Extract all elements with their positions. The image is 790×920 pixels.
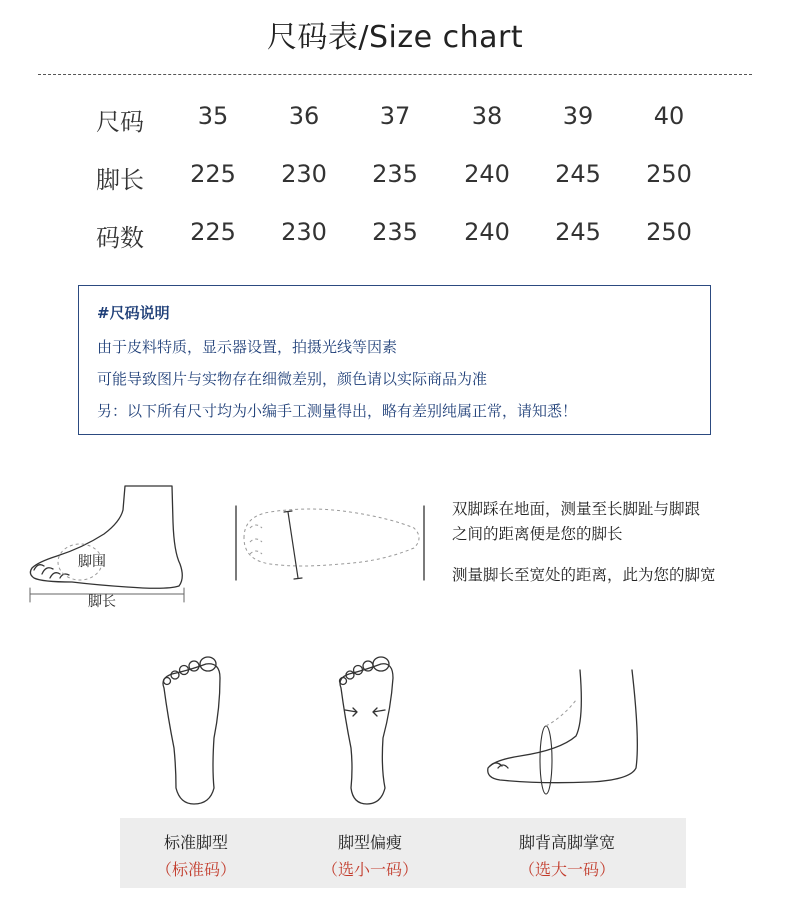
- size-cell: 39: [562, 102, 594, 130]
- measure-instruction: 之间的距离便是您的脚长: [452, 525, 623, 543]
- length-label: 脚长: [88, 594, 116, 610]
- standard-foot-icon: [150, 648, 230, 808]
- foot-length-cell: 235: [372, 160, 418, 188]
- code-number-row: [0, 208, 790, 258]
- size-cell: 40: [653, 102, 685, 130]
- slim-foot-icon: [325, 648, 405, 808]
- size-cell: 37: [379, 102, 411, 130]
- girth-label: 脚围: [78, 554, 106, 570]
- width-measure-line: [288, 512, 298, 578]
- foot-length-cell: 225: [190, 160, 236, 188]
- measure-instruction: 双脚踩在地面，测量至长脚趾与脚跟: [452, 500, 701, 518]
- row-label-code-number: 码数: [96, 224, 144, 252]
- note-line: 由于皮料特质，显示器设置，拍摄光线等因素: [97, 338, 398, 356]
- size-cell: 35: [197, 102, 229, 130]
- code-number-cell: 235: [372, 218, 418, 246]
- code-number-cell: 240: [464, 218, 510, 246]
- code-number-cell: 245: [555, 218, 601, 246]
- size-note-box: [78, 285, 711, 435]
- foot-type-advice: （选大一码）: [518, 860, 615, 879]
- row-label-size: 尺码: [96, 108, 144, 136]
- foot-type-label: 脚背高脚掌宽: [518, 833, 615, 852]
- size-cell: 38: [471, 102, 503, 130]
- foot-top-illustration: [230, 498, 430, 592]
- note-line: 另：以下所有尺寸均为小编手工测量得出，略有差别纯属正常，请知悉！: [97, 402, 578, 420]
- foot-side-illustration: [22, 482, 192, 616]
- note-title: #尺码说明: [97, 304, 170, 322]
- foot-length-cell: 230: [281, 160, 327, 188]
- narrow-arrow-icon: [345, 708, 357, 716]
- foot-type-advice: （标准码）: [155, 860, 236, 879]
- foot-length-row: [0, 150, 790, 200]
- size-cell: 36: [288, 102, 320, 130]
- measure-instruction: 测量脚长至宽处的距离，此为您的脚宽: [452, 566, 716, 584]
- foot-length-cell: 240: [464, 160, 510, 188]
- foot-type-label: 标准脚型: [163, 833, 228, 852]
- foot-types-section: [0, 640, 790, 920]
- foot-top-drawing: [230, 498, 430, 588]
- code-number-cell: 250: [646, 218, 692, 246]
- instep-measure-ellipse: [540, 726, 552, 794]
- size-row: [0, 92, 790, 142]
- foot-type-label: 脚型偏瘦: [337, 833, 402, 852]
- code-number-cell: 225: [190, 218, 236, 246]
- foot-length-cell: 245: [555, 160, 601, 188]
- dashed-divider: [38, 74, 752, 75]
- code-number-cell: 230: [281, 218, 327, 246]
- high-instep-foot-icon: [480, 660, 650, 800]
- foot-type-advice: （选小一码）: [321, 860, 418, 879]
- note-line: 可能导致图片与实物存在细微差别，颜色请以实际商品为准: [97, 370, 488, 388]
- page-title: 尺码表/Size chart: [266, 20, 524, 55]
- foot-length-cell: 250: [646, 160, 692, 188]
- row-label-foot-length: 脚长: [96, 166, 144, 194]
